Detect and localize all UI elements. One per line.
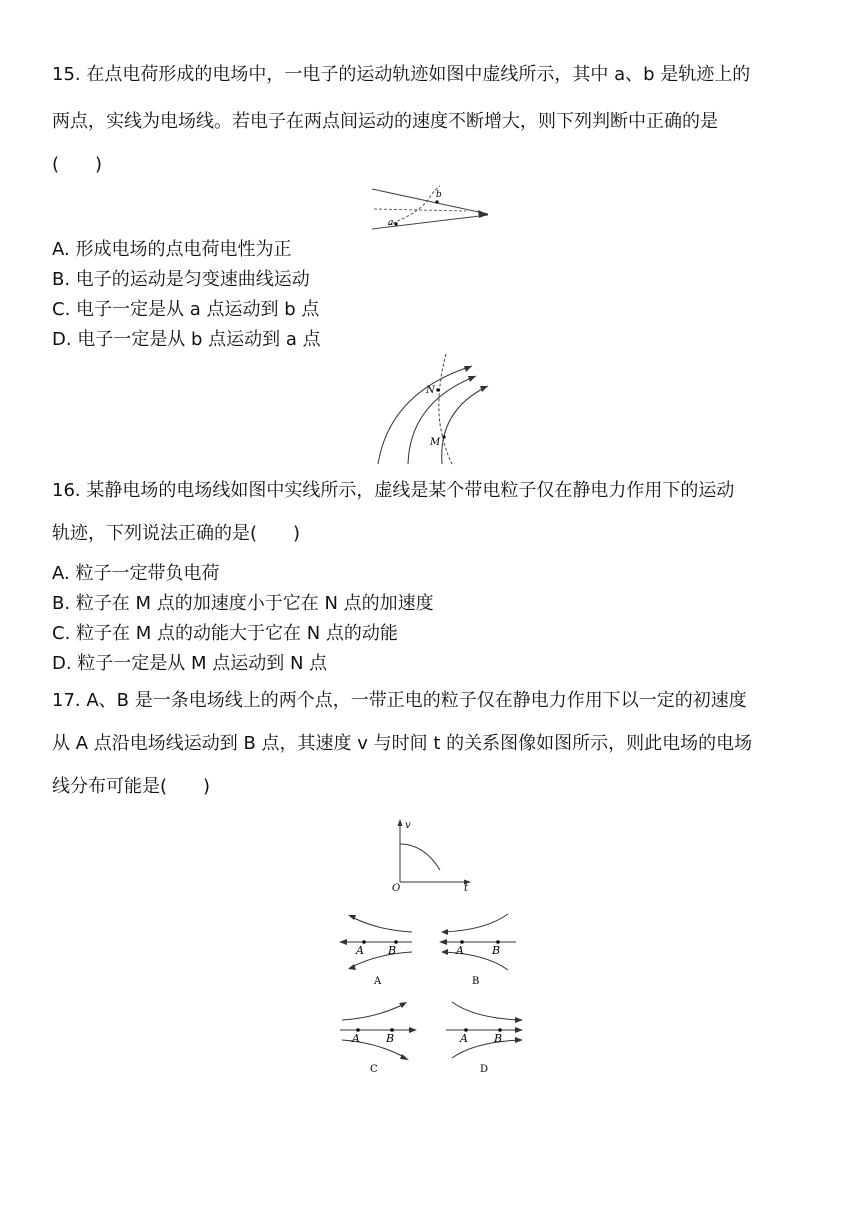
q17-choice-a-figure bbox=[336, 908, 418, 988]
q17-choice-b-figure bbox=[436, 908, 518, 988]
q17-a-label-b: B bbox=[388, 944, 397, 957]
q17-label-v: v bbox=[405, 820, 411, 831]
q15-trajectory-straight bbox=[374, 209, 466, 211]
q16-field-line-3 bbox=[442, 386, 488, 464]
q15-option-c: C. 电子一定是从 a 点运动到 b 点 bbox=[52, 299, 320, 320]
q16-option-a: A. 粒子一定带负电荷 bbox=[52, 563, 220, 584]
q17-label-t: t bbox=[464, 883, 469, 892]
q15-answer-paren: ( ) bbox=[52, 154, 103, 175]
q15-trajectory-curve bbox=[388, 186, 440, 225]
q15-point-b bbox=[435, 200, 438, 203]
q17-choice-c-label: C bbox=[370, 1064, 378, 1075]
q17-choice-a-label: A bbox=[374, 976, 382, 987]
q17-a-label-a: A bbox=[356, 944, 364, 957]
q16-field-line-1 bbox=[378, 366, 472, 464]
q15-arrowhead bbox=[478, 210, 488, 218]
q17-c-label-b: B bbox=[386, 1032, 395, 1045]
q17-d-label-b: B bbox=[494, 1032, 503, 1045]
q17-stem-line1: 17. A、B 是一条电场线上的两个点，一带正电的粒子仅在静电力作用下以一定的初速度 bbox=[52, 690, 747, 711]
q17-d-label-a: A bbox=[460, 1032, 468, 1045]
q17-b-label-b: B bbox=[492, 944, 501, 957]
q16-stem-line1: 16. 某静电场的电场线如图中实线所示，虚线是某个带电粒子仅在静电力作用下的运动 bbox=[52, 480, 735, 501]
q17-choice-c-figure bbox=[336, 996, 422, 1076]
q15-stem-line1: 15. 在点电荷形成的电场中，一电子的运动轨迹如图中虚线所示，其中 a、b 是轨迹上的 bbox=[52, 64, 751, 85]
q15-label-b: b bbox=[436, 190, 442, 200]
q17-choice-d-figure bbox=[440, 996, 528, 1076]
q16-option-d: D. 粒子一定是从 M 点运动到 N 点 bbox=[52, 653, 328, 674]
q15-option-d: D. 电子一定是从 b 点运动到 a 点 bbox=[52, 329, 321, 350]
q17-label-o: O bbox=[392, 883, 401, 892]
q17-vt-curve bbox=[400, 844, 440, 870]
q16-label-n: N bbox=[426, 385, 435, 396]
q17-vt-graph bbox=[388, 816, 474, 892]
q17-stem-line2: 从 A 点沿电场线运动到 B 点，其速度 v 与时间 t 的关系图像如图所示，则此电场的电场 bbox=[52, 733, 753, 754]
q16-figure bbox=[370, 352, 500, 467]
q17-c-label-a: A bbox=[352, 1032, 360, 1045]
q15-label-a: a bbox=[388, 218, 394, 228]
q16-point-n bbox=[436, 388, 439, 391]
q15-point-a bbox=[394, 222, 397, 225]
q16-option-b: B. 粒子在 M 点的加速度小于它在 N 点的加速度 bbox=[52, 593, 434, 614]
q16-point-m bbox=[442, 435, 445, 438]
q16-option-c: C. 粒子在 M 点的动能大于它在 N 点的动能 bbox=[52, 623, 398, 644]
q17-stem-line3: 线分布可能是( ) bbox=[52, 776, 211, 797]
q16-stem-line2: 轨迹，下列说法正确的是( ) bbox=[52, 523, 301, 544]
q17-choice-d-label: D bbox=[480, 1064, 489, 1075]
q17-b-label-a: A bbox=[456, 944, 464, 957]
q16-trajectory bbox=[439, 354, 452, 464]
q15-option-b: B. 电子的运动是匀变速曲线运动 bbox=[52, 269, 310, 290]
q15-stem-line2: 两点，实线为电场线。若电子在两点间运动的速度不断增大，则下列判断中正确的是 bbox=[52, 111, 718, 132]
q17-choice-b-label: B bbox=[472, 976, 480, 987]
q16-label-m: M bbox=[430, 437, 441, 448]
q15-figure bbox=[366, 183, 496, 233]
q15-option-a: A. 形成电场的点电荷电性为正 bbox=[52, 239, 292, 260]
